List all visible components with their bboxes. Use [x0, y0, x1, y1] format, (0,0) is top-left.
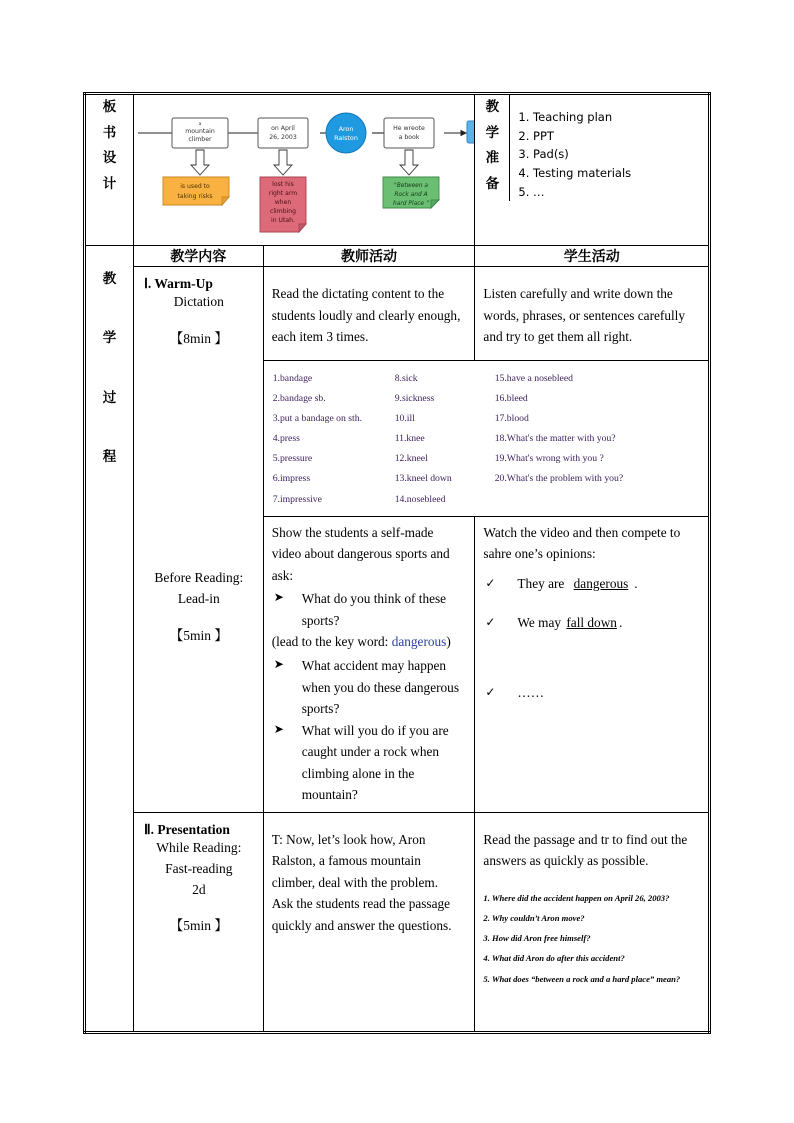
bullet-line: climbing alone in the — [301, 765, 415, 781]
student-answer-1 — [483, 573, 701, 595]
dictation-item: 7.impressive — [272, 493, 322, 505]
arrow-bullet-icon: ➤ — [273, 590, 284, 605]
warmup-student-cell — [475, 267, 710, 361]
teaching-prep-cell — [475, 94, 710, 246]
svg-text:on April: on April — [271, 125, 295, 132]
leadin-content-cell — [133, 516, 263, 812]
prep-item: 5. … — [518, 184, 545, 199]
prep-label-char: 备 — [485, 175, 500, 192]
answer-blank-fall-down: fall down — [566, 615, 617, 631]
presentation-teacher-line: Ask the students read the passage — [271, 896, 451, 912]
reading-question: 5. What does “between a rock and a hard place” mean? — [483, 973, 681, 984]
process-label-spacer — [85, 246, 134, 267]
bullet-line: sports? — [301, 612, 340, 628]
lesson-plan-table — [83, 92, 711, 1034]
warmup-teacher-line: each item 3 times. — [271, 329, 369, 345]
dictation-column-3 — [471, 369, 623, 510]
leadin-teacher-line: Show the students a self-made — [271, 524, 434, 540]
warmup-student-line: and try to get them all right. — [483, 329, 633, 345]
svg-text:He wreote: He wreote — [393, 125, 425, 132]
row-presentation — [85, 812, 710, 1032]
presentation-subtitle-3: 2d — [192, 881, 206, 897]
svg-text:26, 2003: 26, 2003 — [269, 134, 297, 141]
aron-ralston-flow-diagram — [134, 95, 474, 245]
presentation-content-cell — [133, 812, 263, 1032]
svg-text:Aron: Aron — [338, 125, 354, 133]
board-label-char: 书 — [102, 124, 117, 141]
bullet-line: mountain? — [301, 787, 358, 803]
answer-suffix: . — [618, 615, 623, 631]
dictation-item: 11.knee — [394, 433, 425, 445]
presentation-student-line: Read the passage and tr to find out the — [483, 831, 688, 847]
teaching-process-label — [85, 267, 134, 1033]
dictation-list-cell — [263, 360, 709, 516]
arrow-bullet-icon: ➤ — [273, 656, 284, 671]
warmup-student-line: Listen carefully and write down the — [483, 286, 673, 301]
leadin-teacher-line: ask: — [271, 567, 294, 583]
presentation-subtitle-1: While Reading: — [156, 839, 242, 855]
leadin-student-line: sahre one’s opinions: — [483, 546, 596, 562]
prep-item: 3. Pad(s) — [518, 147, 569, 162]
warmup-title: Ⅰ. Warm-Up — [143, 276, 213, 291]
leadin-bullet-1 — [272, 588, 468, 631]
svg-text:climbing: climbing — [269, 208, 296, 215]
warmup-teacher-cell — [263, 267, 475, 361]
dictation-item: 14.nosebleed — [394, 493, 446, 505]
keyword-note-pre: (lead to the key word: — [271, 634, 392, 650]
dictation-item: 5.pressure — [272, 453, 313, 465]
warmup-subtitle: Dictation — [173, 294, 224, 309]
svg-text:"Between a: "Between a — [393, 183, 428, 189]
reading-question: 1. Where did the accident happen on April 26, 2003? — [483, 892, 670, 903]
svg-text:taking risks: taking risks — [177, 193, 213, 200]
student-answer-3 — [483, 682, 701, 704]
prep-label-char: 准 — [485, 150, 500, 167]
presentation-teacher-line: T: Now, let’s look how, Aron — [271, 831, 426, 847]
keyword-dangerous: dangerous — [391, 634, 447, 650]
dictation-item: 17.blood — [494, 412, 529, 424]
board-design-label — [85, 94, 134, 246]
svg-text:lost his: lost his — [272, 181, 294, 188]
board-label-char: 板 — [102, 99, 117, 115]
svg-text:in Utah.: in Utah. — [270, 217, 295, 224]
dictation-item: 9.sickness — [394, 392, 435, 404]
leadin-subtitle-2: Lead-in — [177, 591, 220, 607]
check-mark-icon: ✓ — [485, 684, 496, 699]
presentation-teacher-line: Ralston, a famous mountain — [271, 853, 421, 869]
dictation-item: 2.bandage sb. — [272, 392, 326, 404]
dictation-item: 16.bleed — [494, 392, 528, 404]
warmup-time: 【8min 】 — [169, 330, 228, 346]
leadin-bullet-2 — [272, 655, 468, 720]
dictation-item: 13.kneel down — [394, 473, 452, 485]
presentation-teacher-cell — [263, 812, 475, 1032]
presentation-teacher-line: quickly and answer the questions. — [271, 917, 452, 933]
warmup-student-line: words, phrases, or sentences carefully — [483, 307, 686, 323]
dictation-column-2 — [361, 369, 471, 510]
check-mark-icon: ✓ — [485, 615, 496, 630]
dictation-item: 4.press — [272, 433, 300, 445]
board-label-char: 计 — [102, 175, 117, 192]
answer-prefix: We may — [517, 615, 562, 631]
column-header-content: 教学内容 — [133, 246, 263, 267]
answer-prefix: They are — [517, 575, 565, 591]
svg-text:climber: climber — [188, 136, 212, 143]
svg-text:Rock and A: Rock and A — [394, 192, 428, 198]
prep-item: 2. PPT — [518, 128, 554, 143]
prep-item: 4. Testing materials — [518, 165, 632, 180]
leadin-bullet-3 — [272, 720, 468, 806]
bullet-line: What accident may happen — [301, 657, 447, 673]
answer-suffix: . — [634, 575, 638, 591]
process-label-char: 程 — [102, 449, 117, 466]
process-label-char: 学 — [102, 330, 117, 347]
warmup-teacher-line: students loudly and clearly enough, — [271, 307, 461, 323]
answer-blank-dangerous: dangerous — [573, 575, 629, 591]
svg-text:hard Place ”: hard Place ” — [392, 201, 429, 207]
bullet-line: What will you do if you are — [301, 722, 449, 738]
svg-text:right arm: right arm — [268, 190, 298, 197]
leadin-student-cell — [475, 516, 710, 812]
keyword-note-post: ) — [446, 634, 451, 650]
prep-label-char: 教 — [485, 99, 500, 115]
board-diagram-cell — [133, 94, 474, 246]
warmup-teacher-line: Read the dictating content to the — [271, 286, 445, 301]
presentation-student-line: answers as quickly as possible. — [483, 853, 649, 869]
presentation-title: Ⅱ. Presentation — [143, 821, 230, 837]
dictation-item: 10.ill — [394, 412, 415, 424]
dictation-item: 12.kneel — [394, 453, 428, 465]
prep-item: 1. Teaching plan — [518, 110, 613, 124]
column-header-row — [85, 246, 710, 267]
dictation-column-1 — [264, 369, 361, 510]
process-label-char: 过 — [102, 389, 117, 406]
prep-label-char: 学 — [485, 124, 500, 141]
presentation-subtitle-2: Fast-reading — [165, 860, 233, 876]
teaching-prep-label — [475, 95, 510, 201]
student-answer-2 — [483, 612, 701, 634]
dictation-item: 1.bandage — [272, 372, 313, 384]
svg-text:mountain: mountain — [185, 128, 215, 135]
bullet-line: What do you think of these — [301, 591, 447, 607]
dictation-item: 20.What's the problem with you? — [494, 473, 624, 485]
svg-text:a book: a book — [398, 134, 420, 141]
presentation-time: 【5min 】 — [169, 918, 228, 934]
leadin-question-bullets — [272, 588, 468, 631]
fast-reading-questions — [483, 888, 701, 989]
dictation-item: 15.have a nosebleed — [494, 372, 573, 384]
board-label-char: 设 — [102, 150, 117, 167]
bullet-line: sports? — [301, 701, 340, 717]
row-leadin — [85, 516, 710, 812]
process-label-char: 教 — [102, 270, 117, 287]
teaching-prep-items — [510, 95, 708, 201]
column-header-student: 学生活动 — [475, 246, 710, 267]
row-warmup — [85, 267, 710, 361]
presentation-student-cell — [475, 812, 710, 1032]
reading-question: 2. Why couldn’t Aron move? — [483, 912, 585, 923]
leadin-student-answers — [483, 573, 701, 704]
svg-text:a: a — [198, 122, 202, 127]
dictation-item: 18.What's the matter with you? — [494, 433, 616, 445]
column-header-teacher: 教师活动 — [263, 246, 475, 267]
reading-question: 3. How did Aron free himself? — [483, 933, 591, 944]
dictation-item: 8.sick — [394, 372, 418, 384]
dictation-item: 19.What's wrong with you ? — [494, 453, 604, 465]
leadin-student-line: Watch the video and then compete to — [483, 524, 681, 540]
bullet-line: when you do these dangerous — [301, 679, 459, 695]
warmup-content-cell — [133, 267, 263, 517]
leadin-time: 【5min 】 — [169, 628, 228, 644]
svg-text:is used to: is used to — [180, 183, 210, 190]
reading-question: 4. What did Aron do after this accident? — [483, 953, 625, 964]
leadin-teacher-cell — [263, 516, 475, 812]
leadin-question-bullets-2 — [272, 655, 468, 806]
leadin-subtitle-1: Before Reading: — [154, 570, 244, 586]
leadin-teacher-line: video about dangerous sports and — [271, 546, 450, 562]
bullet-line: caught under a rock when — [301, 744, 440, 760]
check-mark-icon: ✓ — [485, 575, 496, 590]
leadin-keyword-note — [272, 631, 468, 653]
dictation-item: 6.impress — [272, 473, 311, 485]
board-design-row — [85, 94, 710, 246]
arrow-bullet-icon: ➤ — [273, 721, 284, 736]
dictation-item: 3.put a bandage on sth. — [272, 412, 363, 424]
svg-text:when: when — [274, 199, 292, 206]
svg-text:Ralston: Ralston — [334, 134, 358, 142]
answer-ellipsis: …… — [517, 684, 545, 700]
presentation-teacher-line: climber, deal with the problem. — [271, 874, 439, 890]
